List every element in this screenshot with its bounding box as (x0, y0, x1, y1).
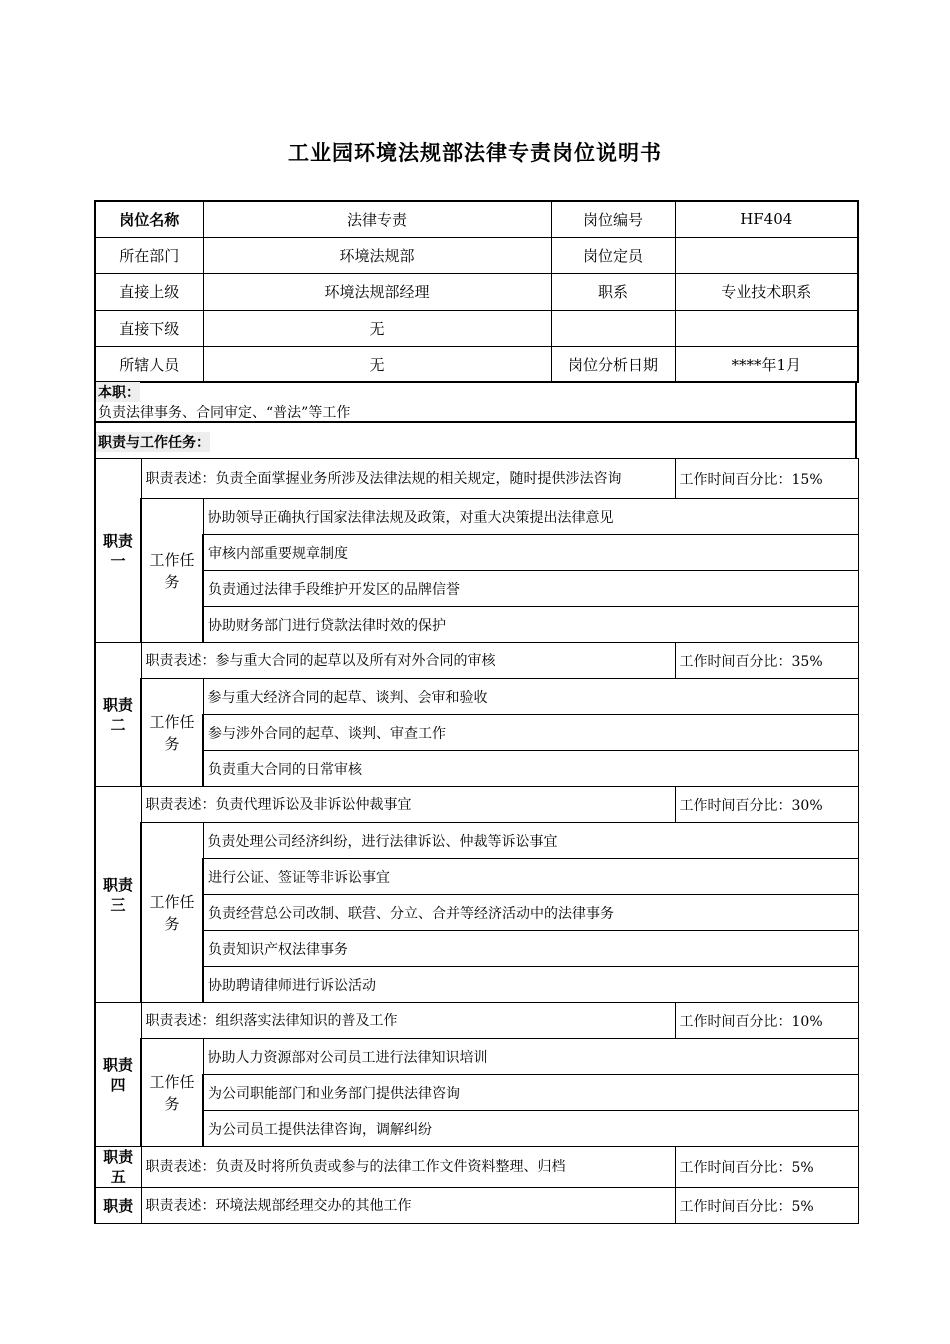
duty-2-task-2: 参与涉外合同的起草、谈判、审查工作 (203, 715, 858, 751)
label-headcount: 岗位定员 (551, 237, 675, 273)
duty-1-task-4: 协助财务部门进行贷款法律时效的保护 (203, 607, 858, 643)
value-analysis-date: ****年1月 (675, 346, 858, 382)
duty-1-task-3: 负责通过法律手段维护开发区的品牌信誉 (203, 571, 858, 607)
duty-2-work-label: 工作任务 (141, 679, 203, 787)
duty-1-pct: 工作时间百分比：15% (675, 459, 858, 499)
empty-cell (551, 310, 675, 346)
job-info-table (94, 200, 859, 383)
duty-4-name: 职责四 (95, 1003, 141, 1147)
duty-3-pct: 工作时间百分比：30% (675, 787, 858, 823)
label-department: 所在部门 (95, 237, 203, 273)
label-subordinate: 直接下级 (95, 310, 203, 346)
value-staff: 无 (203, 346, 551, 382)
duties-header-section (94, 421, 857, 458)
duty-3-name: 职责三 (95, 787, 141, 1003)
duty-1-task-1: 协助领导正确执行国家法律法规及政策，对重大决策提出法律意见 (203, 499, 858, 535)
benzhi-label: 本职： (96, 382, 140, 402)
label-analysis-date: 岗位分析日期 (551, 346, 675, 382)
duty-2-name: 职责二 (95, 643, 141, 787)
label-job-family: 职系 (551, 273, 675, 310)
value-department: 环境法规部 (203, 237, 551, 273)
label-supervisor: 直接上级 (95, 273, 203, 310)
duty-1-desc: 职责表述：负责全面掌握业务所涉及法律法规的相关规定，随时提供涉法咨询 (141, 459, 675, 499)
value-supervisor: 环境法规部经理 (203, 273, 551, 310)
value-job-family: 专业技术职系 (675, 273, 858, 310)
duty-3-task-2: 进行公证、签证等非诉讼事宜 (203, 859, 858, 895)
duty-6-pct: 工作时间百分比：5% (675, 1188, 858, 1224)
duty-5-name: 职责五 (95, 1147, 141, 1188)
value-subordinate: 无 (203, 310, 551, 346)
duty-4-task-2: 为公司职能部门和业务部门提供法律咨询 (203, 1075, 858, 1111)
duty-1-name: 职责一 (95, 459, 141, 643)
duty-2-task-1: 参与重大经济合同的起草、谈判、会审和验收 (203, 679, 858, 715)
value-job-title: 法律专责 (203, 201, 551, 237)
document-title: 工业园环境法规部法律专责岗位说明书 (288, 141, 662, 165)
empty-cell (675, 310, 858, 346)
value-headcount (675, 237, 858, 273)
duty-4-task-1: 协助人力资源部对公司员工进行法律知识培训 (203, 1039, 858, 1075)
duty-1-task-2: 审核内部重要规章制度 (203, 535, 858, 571)
duties-header: 职责与工作任务： (96, 432, 210, 452)
duty-3-work-label: 工作任务 (141, 823, 203, 1003)
duty-3-task-5: 协助聘请律师进行诉讼活动 (203, 967, 858, 1003)
duty-6-desc: 职责表述：环境法规部经理交办的其他工作 (141, 1188, 675, 1224)
duty-4-task-3: 为公司员工提供法律咨询，调解纠纷 (203, 1111, 858, 1147)
label-staff: 所辖人员 (95, 346, 203, 382)
value-job-code: HF404 (675, 201, 858, 237)
benzhi-section (94, 381, 857, 421)
duty-3-task-1: 负责处理公司经济纠纷，进行法律诉讼、仲裁等诉讼事宜 (203, 823, 858, 859)
duty-4-pct: 工作时间百分比：10% (675, 1003, 858, 1039)
duty-3-desc: 职责表述：负责代理诉讼及非诉讼仲裁事宜 (141, 787, 675, 823)
duty-1-work-label: 工作任务 (141, 499, 203, 643)
duty-2-pct: 工作时间百分比：35% (675, 643, 858, 679)
duty-3-task-3: 负责经营总公司改制、联营、分立、合并等经济活动中的法律事务 (203, 895, 858, 931)
duty-5-desc: 职责表述：负责及时将所负责或参与的法律工作文件资料整理、归档 (141, 1147, 675, 1188)
duty-2-desc: 职责表述：参与重大合同的起草以及所有对外合同的审核 (141, 643, 675, 679)
label-job-code: 岗位编号 (551, 201, 675, 237)
benzhi-text: 负责法律事务、合同审定、“普法”等工作 (98, 405, 351, 421)
duty-2-task-3: 负责重大合同的日常审核 (203, 751, 858, 787)
label-job-title: 岗位名称 (95, 201, 203, 237)
duty-4-work-label: 工作任务 (141, 1039, 203, 1147)
duty-4-desc: 职责表述：组织落实法律知识的普及工作 (141, 1003, 675, 1039)
duty-5-pct: 工作时间百分比：5% (675, 1147, 858, 1188)
duty-3-task-4: 负责知识产权法律事务 (203, 931, 858, 967)
duty-6-name: 职责 (95, 1188, 141, 1224)
duties-table (94, 458, 859, 1224)
